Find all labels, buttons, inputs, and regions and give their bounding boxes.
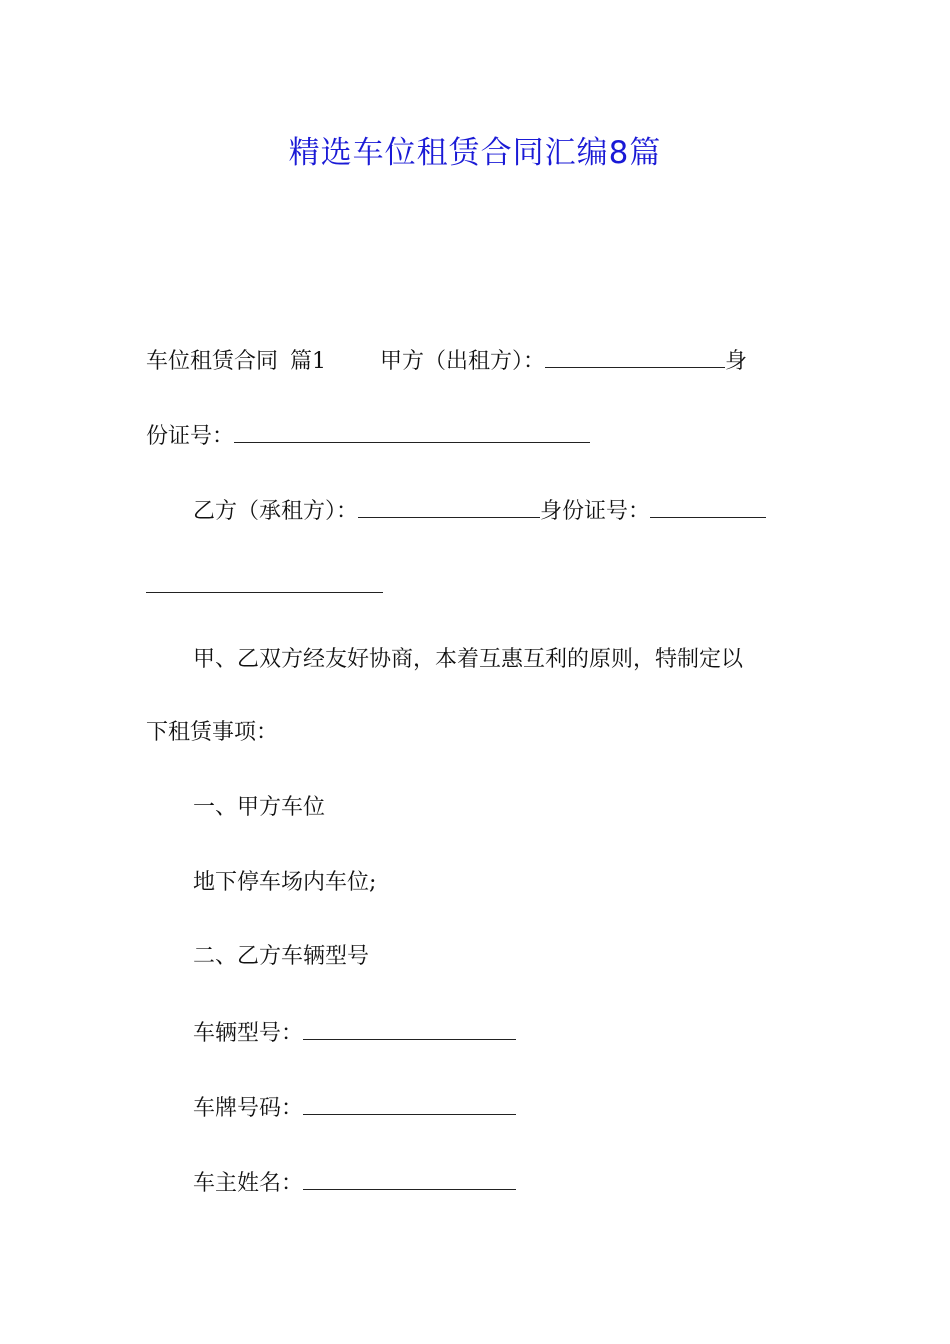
contract-heading: 车位租赁合同: [146, 349, 279, 374]
plate-number-label: 车牌号码：: [193, 1096, 304, 1121]
paragraph-party-b: [193, 495, 766, 527]
party-b-blank: [358, 495, 540, 518]
id-label-end: 份证号：: [146, 424, 235, 449]
vehicle-model-blank: [303, 1017, 516, 1040]
plate-number-blank: [303, 1092, 516, 1115]
document-title: 精选车位租赁合同汇编8篇: [288, 135, 662, 171]
party-a-label: 甲方（出租方）：: [380, 349, 546, 374]
paragraph-party-a-id: [146, 420, 590, 452]
section-heading-2: 二、乙方车辆型号: [193, 944, 370, 969]
paragraph-party-b-id-cont: [146, 570, 383, 602]
party-a-blank: [545, 345, 725, 368]
id-label-start: 身: [725, 349, 748, 374]
party-a-id-blank: [234, 420, 590, 443]
contract-number: 篇1: [290, 349, 327, 374]
party-b-label: 乙方（承租方）：: [193, 499, 359, 524]
party-b-id-label: 身份证号：: [540, 499, 651, 524]
party-b-id-blank: [650, 495, 766, 518]
section-1-body: 地下停车场内车位;: [193, 870, 377, 895]
section-heading-1: 一、甲方车位: [193, 795, 326, 820]
owner-name-blank: [303, 1167, 516, 1190]
field-vehicle-model: [193, 1017, 516, 1049]
paragraph-party-a: [146, 345, 747, 377]
paragraph-intro: 甲、乙双方经友好协商，本着互惠互利的原则，特制定以: [193, 647, 744, 672]
party-b-id-blank-continued: [146, 570, 383, 593]
paragraph-intro-cont: 下租赁事项：: [146, 720, 279, 745]
owner-name-label: 车主姓名：: [193, 1171, 304, 1196]
vehicle-model-label: 车辆型号：: [193, 1021, 304, 1046]
field-owner-name: [193, 1167, 516, 1199]
field-plate-number: [193, 1092, 516, 1124]
